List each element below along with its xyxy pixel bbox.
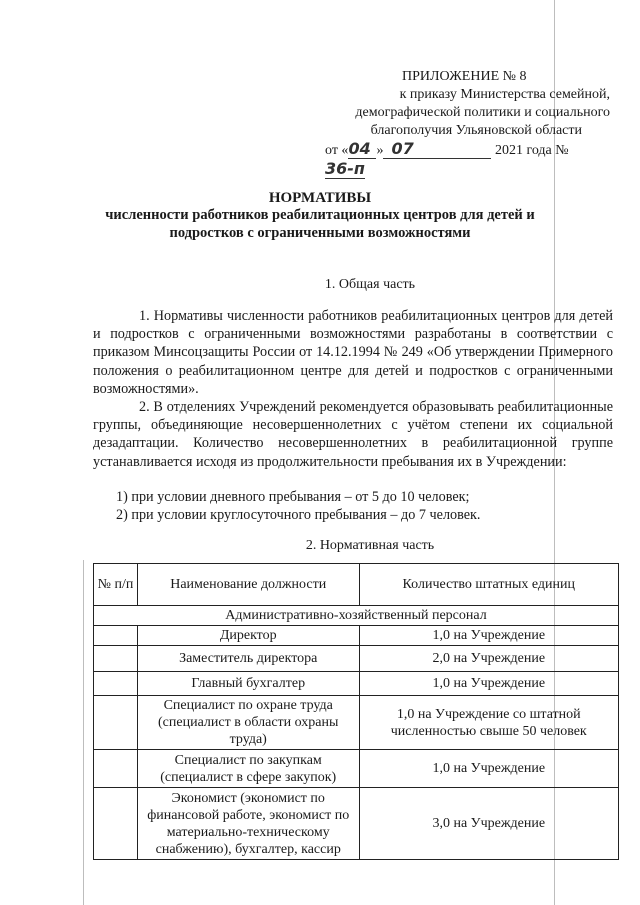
row-position: Директор bbox=[137, 626, 359, 646]
table-row bbox=[94, 672, 619, 696]
appendix-region-line: благополучия Ульяновской области bbox=[370, 123, 582, 138]
row-position: Специалист по закупкам (специалист в сфере закупок) bbox=[137, 750, 359, 788]
row-count: 1,0 на Учреждение bbox=[359, 672, 618, 696]
row-num bbox=[94, 696, 138, 750]
appendix-ministry-line: демографической политики и социального bbox=[355, 105, 610, 120]
document-subtitle-line1: численности работников реабилитационных центров для детей и bbox=[105, 207, 535, 223]
table-row bbox=[94, 788, 619, 860]
row-num bbox=[94, 626, 138, 646]
scan-artifact-line bbox=[83, 560, 84, 905]
date-month: 07 bbox=[383, 140, 491, 159]
row-position: Главный бухгалтер bbox=[137, 672, 359, 696]
row-position: Специалист по охране труда (специалист в области охраны труда) bbox=[137, 696, 359, 750]
appendix-header bbox=[320, 68, 610, 180]
document-subtitle-line2: подростков с ограниченными возможностями bbox=[169, 225, 471, 241]
row-count: 1,0 на Учреждение bbox=[359, 750, 618, 788]
table-row bbox=[94, 646, 619, 672]
date-day: 04 bbox=[348, 140, 376, 159]
row-num bbox=[94, 788, 138, 860]
row-count: 3,0 на Учреждение bbox=[359, 788, 618, 860]
table-header-row bbox=[94, 564, 619, 606]
row-count: 2,0 на Учреждение bbox=[359, 646, 618, 672]
appendix-title: ПРИЛОЖЕНИЕ № 8 bbox=[402, 69, 527, 84]
document-title: НОРМАТИВЫ bbox=[268, 190, 372, 206]
staff-norms-table bbox=[93, 563, 619, 860]
paragraph-1: 1. Нормативы численности работников реабилитационных центров для детей и подростков с ограниченными возможностями разработаны в соответствии с приказом Минсоцзащиты России от 14.12.1994 № 249 «Об утверждении Примерного положения о реабилитационном центре для детей и подростков с ограниченными возможностями». bbox=[93, 308, 613, 397]
order-number: 36-п bbox=[325, 159, 365, 178]
date-sep: » bbox=[376, 143, 384, 158]
row-position: Заместитель директора bbox=[137, 646, 359, 672]
appendix-date-line bbox=[320, 140, 610, 180]
date-year: 2021 года № bbox=[494, 143, 569, 158]
table-row bbox=[94, 626, 619, 646]
row-count: 1,0 на Учреждение bbox=[359, 626, 618, 646]
row-count: 1,0 на Учреждение со штатной численностью свыше 50 человек bbox=[359, 696, 618, 750]
group-label: Административно-хозяйственный персонал bbox=[94, 606, 619, 626]
list-item-2: 2) при условии круглосуточного пребывания – до 7 человек. bbox=[116, 507, 481, 523]
row-num bbox=[94, 672, 138, 696]
row-position: Экономист (экономист по финансовой работе, экономист по материально-техническому снабжению), бухгалтер, кассир bbox=[137, 788, 359, 860]
paragraph-2: 2. В отделениях Учреждений рекомендуется образовывать реабилитационные группы, объединяющие несовершеннолетних с учётом степени их социальной дезадаптации. Количество несовершеннолетних в реабилитационной группе устанавливается исходя из продолжительности пребывания их в Учреждении: bbox=[93, 399, 613, 470]
table-row bbox=[94, 750, 619, 788]
list-item-1: 1) при условии дневного пребывания – от 5 до 10 человек; bbox=[116, 489, 470, 505]
header-count: Количество штатных единиц bbox=[359, 564, 618, 606]
header-position: Наименование должности bbox=[137, 564, 359, 606]
table-group-row bbox=[94, 606, 619, 626]
row-num bbox=[94, 646, 138, 672]
appendix-order-line: к приказу Министерства семейной, bbox=[399, 87, 610, 102]
table-row bbox=[94, 696, 619, 750]
row-num bbox=[94, 750, 138, 788]
date-prefix: от « bbox=[325, 143, 349, 158]
header-num: № п/п bbox=[94, 564, 138, 606]
section1-heading: 1. Общая часть bbox=[324, 277, 416, 292]
section2-heading: 2. Нормативная часть bbox=[305, 538, 435, 553]
